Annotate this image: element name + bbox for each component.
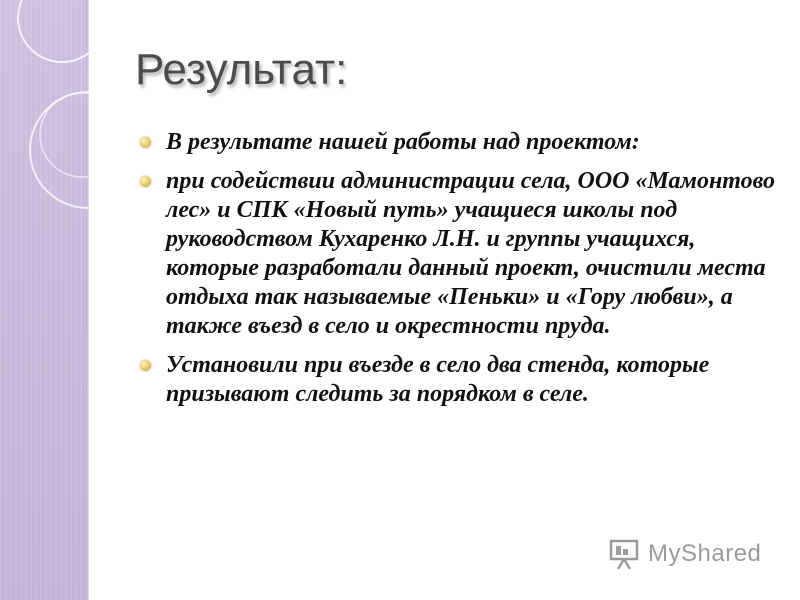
- watermark-text: MyShared: [648, 540, 762, 567]
- watermark-logo: [608, 536, 761, 572]
- bullet-item: [140, 167, 780, 341]
- presentation-board-icon: [608, 537, 642, 571]
- bullet-text: Установили при въезде в село два стенда, которые призывают следить за порядком в селе.: [166, 352, 710, 407]
- decorative-circles: [0, 0, 140, 220]
- bullet-item: [140, 351, 780, 409]
- bullet-text: при содействии администрации села, ООО «Мамонтово лес» и СПК «Новый путь» учащиеся школы под руководством Кухаренко Л.Н. и группы учащихся, которые разработали данный проект, очистили места отдыха так называемые «Пеньки» и «Гору любви», а также въезд в село и окрестности пруда.: [166, 168, 776, 339]
- slide-title: Результат:: [135, 45, 348, 94]
- bullet-dot-icon: [140, 360, 151, 371]
- bullet-text: В результате нашей работы над проектом:: [166, 129, 640, 155]
- bullet-dot-icon: [140, 137, 151, 148]
- bullet-dot-icon: [140, 176, 151, 187]
- bullet-item: [140, 128, 780, 157]
- bullet-list: [140, 128, 780, 419]
